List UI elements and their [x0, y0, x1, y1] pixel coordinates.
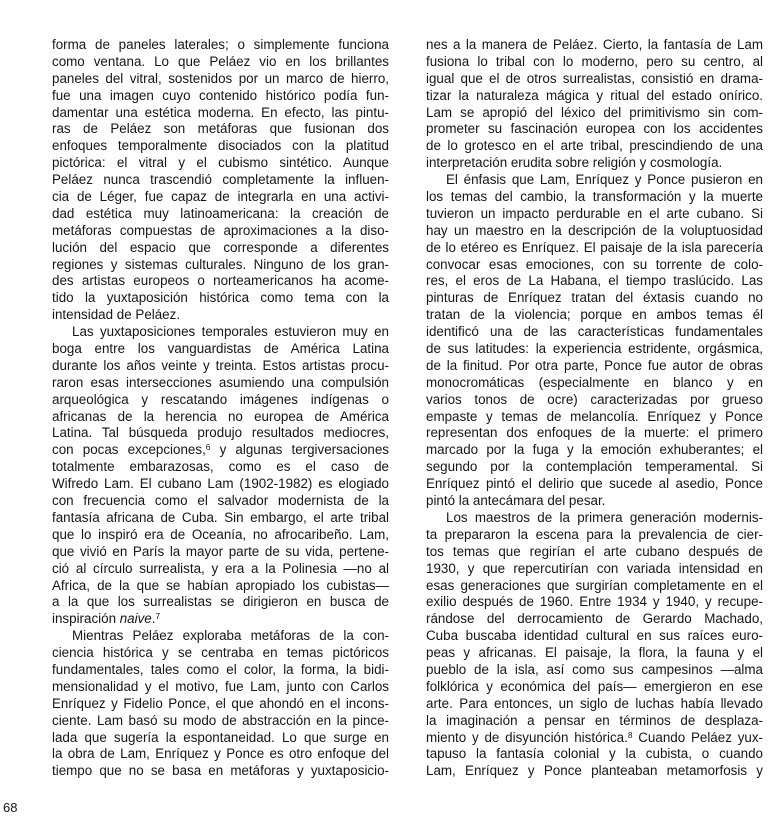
- text-line: igual que el de otros surrealistas, consistió en drama-: [426, 70, 763, 86]
- text-line: regiones y sistemas culturales. Ninguno de los gran-: [52, 256, 389, 272]
- text-line: ciente. Lam basó su modo de abstracción en la pince-: [52, 712, 389, 728]
- text-line: rándose del derrocamiento de Gerardo Machado,: [426, 611, 763, 627]
- text-line: Lam, Enríquez y Ponce planteaban metamorfosis y: [426, 763, 763, 779]
- text-line: como ventana. Lo que Peláez vio en los brillantes: [52, 53, 389, 69]
- right-column: [426, 37, 763, 780]
- left-column: [52, 37, 389, 780]
- text-line: marcado por la fuga y la emoción exhuberantes; el: [426, 442, 763, 458]
- text-line: prometer su fascinación europea con los accidentes: [426, 121, 763, 137]
- text-line: [52, 442, 389, 459]
- text-line: pueblo de la isla, así como sus campesinos —alma: [426, 661, 763, 677]
- text-line: metáforas compuestas de aproximaciones a la diso-: [52, 222, 389, 238]
- text-line: de la finitud. Por otra parte, Ponce fue autor de obras: [426, 357, 763, 373]
- text-line: fusiona lo tribal con lo moderno, pero su centro, al: [426, 53, 763, 69]
- text-line: Los maestros de la primera generación modernis-: [446, 509, 763, 525]
- text-line: raron esas intersecciones asumiendo una compulsión: [52, 374, 389, 390]
- text-line: africanas de la herencia no europea de América: [52, 408, 389, 424]
- text-line: Las yuxtaposiciones temporales estuvieron muy en: [72, 324, 389, 340]
- text-line: pintó la antecámara del pesar.: [426, 493, 606, 509]
- text-line: de sus latitudes: la experiencia estridente, orgásmica,: [426, 341, 763, 357]
- text-line: Wifredo Lam. El cubano Lam (1902-1982) es elogiado: [52, 476, 389, 492]
- text-line: monocromáticas (especialmente en blanco y en: [426, 374, 763, 390]
- text-line: ras de Peláez son metáforas que fusionan dos: [52, 121, 389, 137]
- text-run: miento y de disyunción histórica.: [426, 729, 628, 745]
- text-line: tos temas que regirían el arte cubano después de: [426, 543, 763, 559]
- text-line: El énfasis que Lam, Enríquez y Ponce pusieron en: [446, 172, 763, 188]
- text-line: esas generaciones que surgirían completamente en el: [426, 577, 763, 593]
- text-line: des artistas europeos o norteamericanos ha acome-: [52, 273, 389, 289]
- text-run: con pocas excepciones,: [52, 442, 206, 458]
- text-run: inspiración: [52, 611, 120, 627]
- text-line: los temas del cambio, la transformación y la muerte: [426, 189, 763, 205]
- text-line: Peláez nunca trascendió completamente la influen-: [52, 172, 389, 188]
- text-line: ciencia histórica y se centraba en temas pictóricos: [52, 645, 389, 661]
- text-line: totalmente embarazosas, como es el caso de: [52, 459, 389, 475]
- text-line: mensionalidad y el motivo, fue Lam, junto con Carlos: [52, 678, 389, 694]
- text-line: fue una imagen cuyo contenido histórico podía fun-: [52, 87, 389, 103]
- text-line: empaste y temas de melancolía. Enríquez y Ponce: [426, 408, 763, 424]
- text-line: tratan de la violencia; porque en ambos temas él: [426, 307, 763, 323]
- text-line: Latina. Tal búsqueda produjo resultados mediocres,: [52, 425, 389, 441]
- text-line: la obra de Lam, Enríquez y Ponce es otro enfoque del: [52, 746, 389, 762]
- text-line: pictórica: el vitral y el cubismo sintético. Aunque: [52, 155, 389, 171]
- text-line: Mientras Peláez exploraba metáforas de la con-: [72, 628, 389, 644]
- text-line: damentar una estética moderna. En efecto, las pintu-: [52, 104, 389, 120]
- text-line: 1930, y que repercutirían con variada intensidad en: [426, 560, 763, 576]
- paragraph: [426, 172, 763, 510]
- text-run: Cuando Peláez yux-: [632, 729, 763, 745]
- text-line: peas y africanas. El paisaje, la flora, la fauna y el: [426, 645, 763, 661]
- italic-term: naive: [119, 611, 152, 627]
- text-line: enfoques temporalmente disociados con la platitud: [52, 138, 389, 154]
- text-line: lución del espacio que corresponde a diferentes: [52, 239, 389, 255]
- text-line: Enríquez y Fidelio Ponce, el que ahondó en el incons-: [52, 695, 389, 711]
- text-line: interpretación erudita sobre religión y cosmología.: [426, 155, 723, 171]
- text-line: boga entre los vanguardistas de América Latina: [52, 341, 389, 357]
- text-line: nes a la manera de Peláez. Cierto, la fantasía de Lam: [426, 37, 763, 52]
- text-line: paneles del vitral, sostenidos por un marco de hierro,: [52, 70, 389, 86]
- text-line: exilio después de 1960. Entre 1934 y 1940, y recupe-: [426, 594, 763, 610]
- text-line: Lam se apropió del léxico del primitivismo sin com-: [426, 104, 763, 120]
- text-run: y algunas tergiversaciones: [210, 442, 389, 458]
- text-line: [52, 611, 389, 628]
- text-line: a la que los surrealistas se dirigieron en busca de: [52, 594, 389, 610]
- text-line: res, el eros de La Habana, el tiempo traslúcido. Las: [426, 273, 763, 289]
- text-run: .: [151, 611, 156, 627]
- text-line: folklórica y económica del país— emergieron en ese: [426, 678, 763, 694]
- text-line: Africa, de la que se habían apropiado los cubistas—: [52, 577, 389, 593]
- text-line: Cuba buscaba identidad cultural en sus raíces euro-: [426, 628, 763, 644]
- text-line: lada que sugería la espontaneidad. Lo que surge en: [52, 729, 389, 745]
- text-line: Enríquez pintó el delirio que sucede al asedio, Ponce: [426, 476, 763, 492]
- text-line: fundamentales, tales como el color, la forma, la bidi-: [52, 661, 389, 677]
- text-line: la imaginación a pensar en términos de desplaza-: [426, 712, 763, 728]
- text-line: tiempo que no se basa en metáforas y yuxtaposicio-: [52, 763, 389, 779]
- paragraph: [426, 37, 763, 172]
- text-line: de lo etéreo es Enríquez. El paisaje de la isla parecería: [426, 239, 763, 255]
- text-line: arqueológica y rescatando imágenes indígenas o: [52, 391, 389, 407]
- text-line: segundo por la contemplación temperamental. Si: [426, 459, 763, 475]
- text-line: hay un maestro en la descripción de la voluptuosidad: [426, 222, 763, 238]
- paragraph: [52, 324, 389, 628]
- paragraph: [426, 510, 763, 780]
- footnote-marker: 8: [627, 729, 633, 740]
- text-line: [426, 730, 763, 747]
- text-line: convocar esas emociones, con su torrente de colo-: [426, 256, 763, 272]
- text-line: de lo grotesco en el arte tribal, prescindiendo de una: [426, 138, 763, 154]
- text-line: durante los años veinte y treinta. Estos artistas procu-: [52, 357, 389, 373]
- text-line: con frecuencia como el salvador modernista de la: [52, 493, 389, 509]
- text-line: fantasía africana de Cuba. Sin embargo, el arte tribal: [52, 509, 389, 525]
- text-line: intensidad de Peláez.: [52, 307, 181, 323]
- footnote-marker: 6: [205, 442, 211, 453]
- text-line: tizar la naturaleza mágica y ritual del estado onírico.: [426, 87, 763, 103]
- text-line: arte. Para entonces, un siglo de luchas había llevado: [426, 695, 763, 711]
- footnote-marker: 7: [155, 611, 161, 622]
- text-line: cia de Léger, fue capaz de integrarla en una activi-: [52, 189, 389, 205]
- paragraph: [52, 628, 389, 780]
- text-line: tido la yuxtaposición histórica como tema con la: [52, 290, 389, 306]
- text-line: que vivió en París la mayor parte de su vida, pertene-: [52, 543, 389, 559]
- text-line: identificó una de las características fundamentales: [426, 324, 763, 340]
- text-line: ta prepararon la escena para la prevalencia de cier-: [426, 526, 763, 542]
- text-line: varios tonos de ocre) caracterizadas por grueso: [426, 391, 763, 407]
- page-number: 68: [3, 800, 18, 815]
- text-line: tuvieron un impacto perdurable en el arte cubano. Si: [426, 205, 763, 221]
- text-line: que lo inspiró era de Oceanía, no afrocaribeño. Lam,: [52, 526, 389, 542]
- text-line: pinturas de Enríquez tratan del éxtasis cuando no: [426, 290, 763, 306]
- text-line: forma de paneles laterales; o simplemente funciona: [52, 37, 389, 52]
- text-line: dad estética muy latinoamericana: la creación de: [52, 205, 389, 221]
- text-line: ció al círculo surrealista, y era a la Polinesia —no al: [52, 560, 389, 576]
- text-line: tapuso la fantasía colonial y la cubista, o cuando: [426, 746, 763, 762]
- text-line: representan dos enfoques de la muerte: el primero: [426, 425, 763, 441]
- paragraph: [52, 37, 389, 324]
